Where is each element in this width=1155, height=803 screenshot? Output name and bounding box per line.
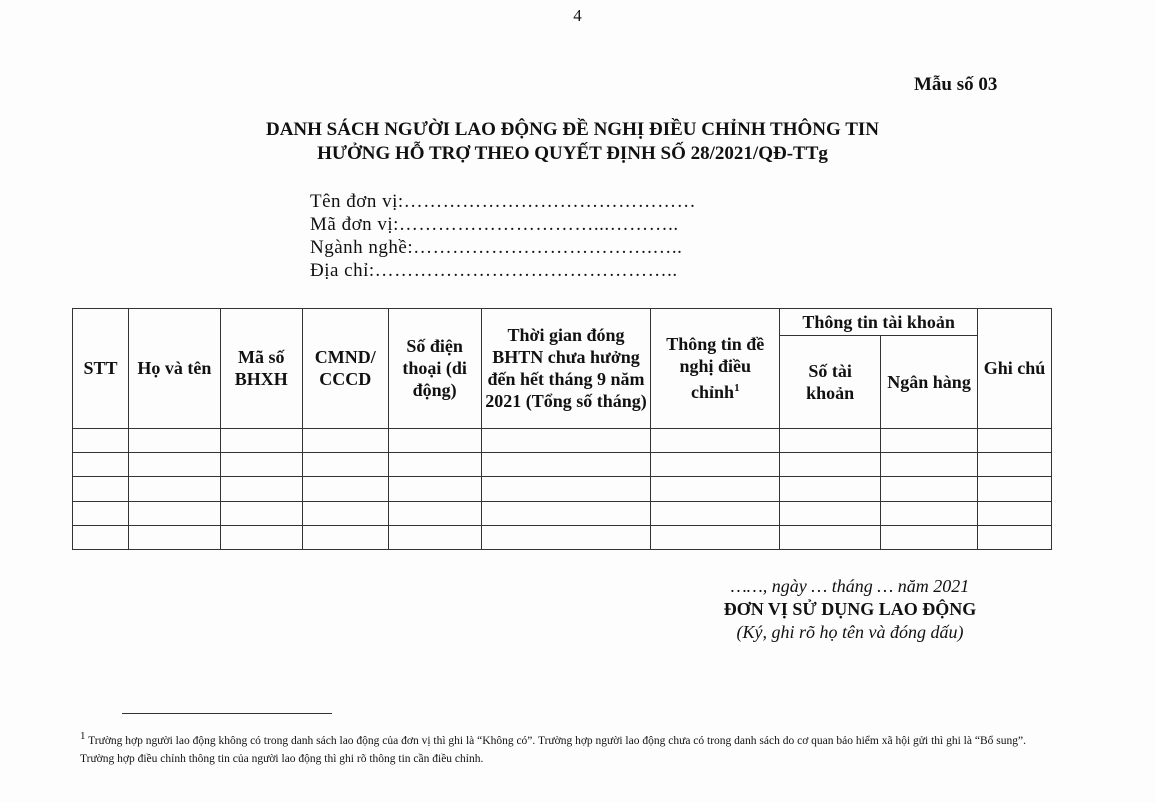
header-account-group: Thông tin tài khoản — [780, 309, 978, 336]
unit-name-field: Tên đơn vị:……………………………………… — [310, 191, 697, 212]
footnote-ref: 1 — [734, 382, 740, 395]
header-note: Ghi chú — [978, 309, 1052, 429]
title-line-1: DANH SÁCH NGƯỜI LAO ĐỘNG ĐỀ NGHỊ ĐIỀU CHỈNH THÔNG TIN — [265, 119, 879, 140]
signature-org: ĐƠN VỊ SỬ DỤNG LAO ĐỘNG — [723, 599, 977, 619]
table-row — [73, 428, 1052, 452]
footnote-text: Trường hợp người lao động không có trong danh sách lao động của đơn vị thì ghi là “Không có”. Trường hợp người lao động chưa có trong danh sách do cơ quan bảo hiểm xã hội gửi thì ghi là “Bổ sung”. Trường hợp điều chỉnh thông tin của người lao động thì ghi rõ thông tin cần điều chỉnh. — [80, 734, 1026, 765]
header-adjust-info-text: Thông tin đề nghị điều chỉnh — [666, 334, 765, 403]
footnote-marker: 1 — [80, 730, 86, 742]
header-adjust-info — [651, 309, 780, 429]
header-account-no: Số tài khoản — [780, 336, 881, 429]
title-line-2: HƯỞNG HỖ TRỢ THEO QUYẾT ĐỊNH SỐ 28/2021/QĐ-TTg — [317, 143, 828, 164]
header-stt: STT — [73, 309, 129, 429]
address-field: Địa chỉ:……………………………………….. — [310, 260, 678, 281]
header-name: Họ và tên — [128, 309, 220, 429]
employee-table — [72, 308, 1052, 550]
header-social-id: Mã số BHXH — [220, 309, 302, 429]
unit-info — [310, 190, 696, 282]
footnote-divider — [122, 713, 332, 714]
table-row — [73, 525, 1052, 549]
table-row — [73, 477, 1052, 501]
signature-note: (Ký, ghi rõ họ tên và đóng dấu) — [736, 622, 964, 642]
header-duration: Thời gian đóng BHTN chưa hưởng đến hết tháng 9 năm 2021 (Tổng số tháng) — [481, 309, 651, 429]
unit-code-field: Mã đơn vị:…………………………...……….. — [310, 214, 679, 235]
header-id-card: CMND/ CCCD — [302, 309, 388, 429]
table-row — [73, 501, 1052, 525]
header-phone: Số điện thoại (di động) — [388, 309, 481, 429]
header-bank: Ngân hàng — [881, 336, 978, 429]
signature-date: ……, ngày … tháng … năm 2021 — [730, 576, 970, 596]
industry-field: Ngành nghề:……………………………….….. — [310, 237, 683, 258]
document-title — [0, 118, 1155, 166]
table-row — [73, 453, 1052, 477]
form-code: Mẫu số 03 — [914, 74, 998, 95]
signature-block — [690, 575, 1010, 644]
page-number: 4 — [573, 6, 582, 25]
footnote — [80, 727, 1040, 768]
